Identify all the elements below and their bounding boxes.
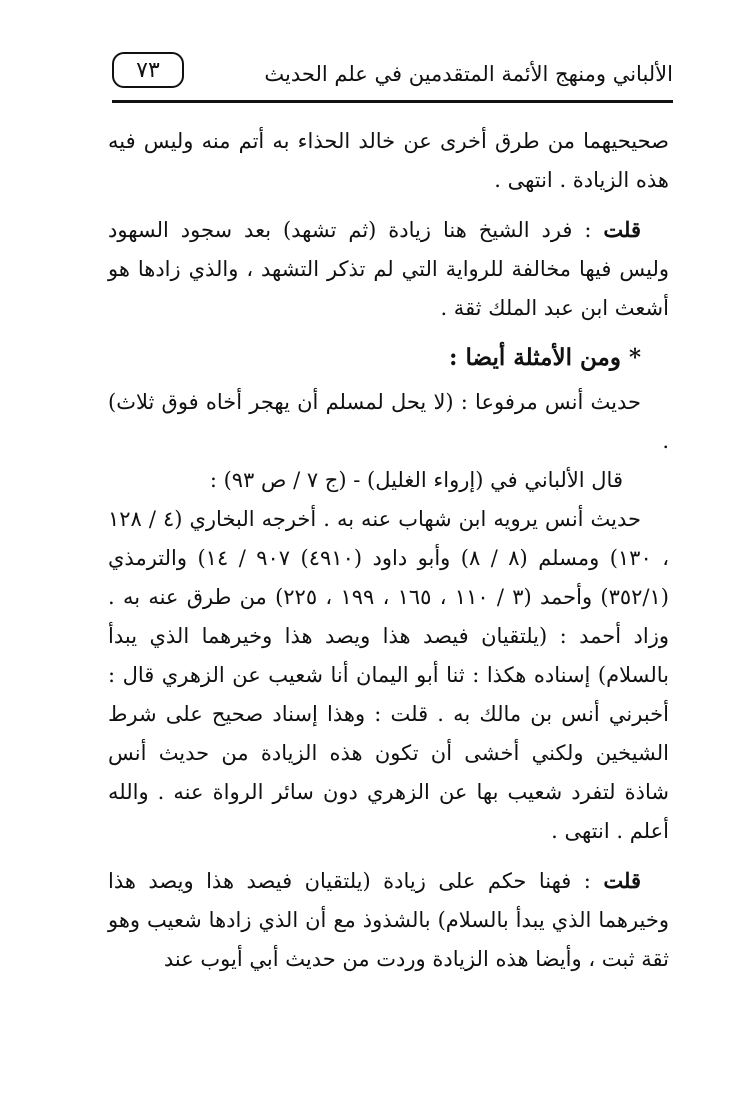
page-number: ٧٣ bbox=[112, 52, 184, 88]
paragraph-continuation: صحيحيهما من طرق أخرى عن خالد الحذاء به أتم منه وليس فيه هذه الزيادة . انتهى . bbox=[108, 129, 669, 192]
page-body bbox=[108, 122, 669, 989]
paragraph-text: : فهنا حكم على زيادة (يلتقيان فيصد هذا ويصد هذا وخيرهما الذي يبدأ بالسلام) بالشذوذ مع أن الذي زادها شعيب وهو ثقة ثبت ، وأيضا هذه الزيادة وردت من حديث أبي أيوب عند bbox=[108, 869, 669, 971]
running-title: الألباني ومنهج الأئمة المتقدمين في علم الحديث bbox=[264, 62, 673, 86]
paragraph-qult-1 bbox=[108, 210, 669, 328]
qult-label: قلت bbox=[603, 217, 641, 242]
paragraph-hadith: حديث أنس مرفوعا : (لا يحل لمسلم أن يهجر أخاه فوق ثلاث) . bbox=[108, 390, 669, 453]
section-heading: * ومن الأمثلة أيضا : bbox=[449, 344, 641, 371]
qult-label: قلت bbox=[603, 868, 641, 893]
paragraph-qult-2 bbox=[108, 861, 669, 979]
header-divider bbox=[112, 100, 673, 103]
paragraph-albani-quote-intro: قال الألباني في (إرواء الغليل) - (ج ٧ / ص ٩٣) : bbox=[209, 468, 623, 492]
paragraph-albani-quote: حديث أنس يرويه ابن شهاب عنه به . أخرجه البخاري (٤ / ١٢٨ ، ١٣٠) ومسلم (٨ / ٨) وأبو داود (٤٩١٠) ٩٠٧ / ١٤) والترمذي (٣٥٢/١) وأحمد (٣ / ١١٠ ، ١٦٥ ، ١٩٩ ، ٢٢٥) من طرق عنه به . وزاد أحمد : (يلتقيان فيصد هذا ويصد هذا وخيرهما الذي يبدأ بالسلام) إسناده هكذا : ثنا أبو اليمان أنا شعيب عن الزهري قال : أخبرني أنس بن مالك به . قلت : وهذا إسناد صحيح على شرط الشيخين ولكني أخشى أن تكون هذه الزيادة من حديث أنس شاذة لتفرد شعيب بها عن الزهري دون سائر الرواة عنه . والله أعلم . انتهى . bbox=[108, 507, 669, 843]
paragraph-text: : فرد الشيخ هنا زيادة (ثم تشهد) بعد سجود السهود وليس فيها مخالفة للرواية التي لم تذكر التشهد ، والذي زادها هو أشعث ابن عبد الملك ثقة . bbox=[108, 218, 669, 320]
page-header bbox=[112, 48, 673, 100]
